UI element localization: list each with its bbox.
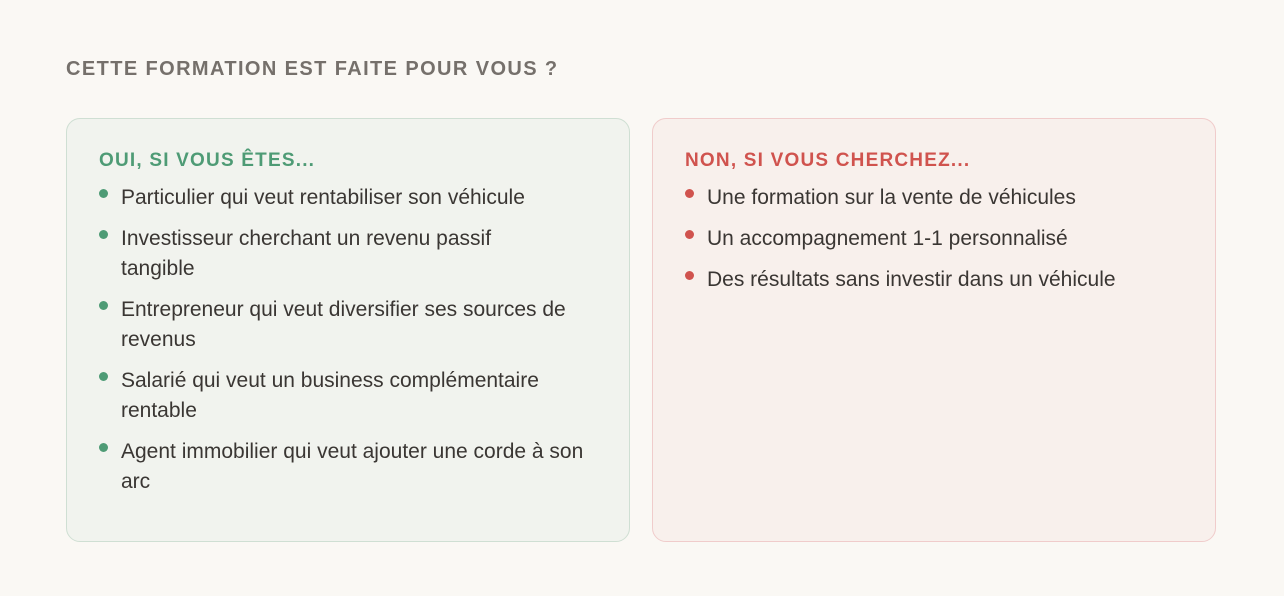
yes-list-item: [99, 224, 597, 284]
no-list-item-text: Des résultats sans investir dans un véhicule: [707, 268, 1116, 291]
bullet-dot-icon: [99, 443, 108, 452]
yes-list-item-text: Salarié qui veut un business complémentaire rentable: [121, 369, 539, 422]
bullet-dot-icon: [99, 189, 108, 198]
bullet-dot-icon: [99, 372, 108, 381]
bullet-dot-icon: [685, 189, 694, 198]
yes-list-item: [99, 183, 597, 213]
bullet-dot-icon: [99, 301, 108, 310]
no-card: [652, 118, 1216, 542]
section-title: CETTE FORMATION EST FAITE POUR VOUS ?: [66, 58, 559, 80]
audience-cards: [66, 118, 1216, 542]
no-list-item-text: Un accompagnement 1-1 personnalisé: [707, 227, 1068, 250]
yes-list-item-text: Investisseur cherchant un revenu passif tangible: [121, 227, 492, 280]
yes-list-item: [99, 437, 597, 497]
bullet-dot-icon: [99, 230, 108, 239]
bullet-dot-icon: [685, 271, 694, 280]
yes-list-item-text: Entrepreneur qui veut diversifier ses sources de revenus: [121, 298, 566, 351]
yes-list-item: [99, 295, 597, 355]
yes-list-item: [99, 366, 597, 426]
yes-list-item-text: Particulier qui veut rentabiliser son véhicule: [121, 186, 525, 209]
no-list-item: [685, 224, 1183, 254]
bullet-dot-icon: [685, 230, 694, 239]
yes-list-item-text: Agent immobilier qui veut ajouter une corde à son arc: [121, 440, 584, 493]
no-list-item: [685, 183, 1183, 213]
yes-card-list: [99, 183, 597, 497]
yes-card-heading: OUI, SI VOUS ÊTES...: [99, 150, 316, 171]
no-card-list: [685, 183, 1183, 295]
no-list-item-text: Une formation sur la vente de véhicules: [707, 186, 1076, 209]
no-list-item: [685, 265, 1183, 295]
no-card-heading: NON, SI VOUS CHERCHEZ...: [685, 150, 971, 171]
yes-card: [66, 118, 630, 542]
